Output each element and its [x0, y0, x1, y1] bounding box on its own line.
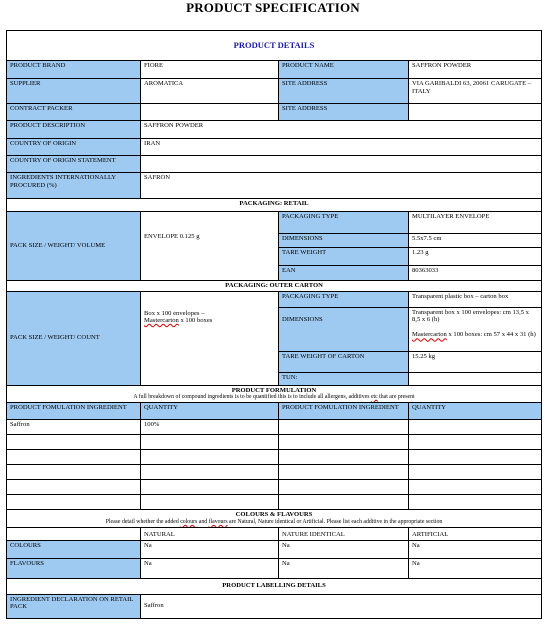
ingredient-declaration-label: INGREDIENT DECLARATION ON RETAIL PACK — [7, 594, 141, 618]
formulation-heading: PRODUCT FORMULATION — [231, 386, 317, 394]
table-row — [7, 450, 542, 465]
formulation-empty-cell — [279, 450, 409, 465]
mastercarton-word: Mastercarton — [144, 317, 179, 325]
formulation-col-ingredient-1: PRODUCT FOMULATION INGREDIENT — [7, 403, 141, 420]
origin-statement-label: COUNTRY OF ORIGIN STATEMENT — [7, 156, 141, 173]
retail-dimensions-label: DIMENSIONS — [279, 234, 409, 248]
outer-dimensions-value — [409, 307, 542, 351]
formulation-empty-cell — [279, 465, 409, 480]
colours-heading: COLOURS & FLAVOURS — [235, 511, 313, 519]
formulation-col-ingredient-2: PRODUCT FOMULATION INGREDIENT — [279, 403, 409, 420]
retail-tare-weight-label: TARE WEIGHT — [279, 248, 409, 266]
colours-artificial-value: Na — [409, 540, 542, 558]
flavours-artificial-value: Na — [409, 558, 542, 578]
colours-natural-value: Na — [141, 540, 279, 558]
formulation-empty-cell — [141, 495, 279, 510]
formulation-empty-cell — [141, 480, 279, 495]
formulation-note-etc: etc — [370, 394, 378, 401]
formulation-note-text-a: A full breakdown of compound ingredients is to be quantified this is to include all allergens, additives — [133, 394, 371, 401]
retail-pack-size-label: PACK SIZE / WEIGHT/ VOLUME — [7, 212, 141, 281]
document-title: PRODUCT SPECIFICATION — [186, 0, 360, 15]
contract-packer-value — [141, 104, 279, 121]
formulation-empty-cell — [409, 480, 542, 495]
retail-packaging-type-value: MULTILAYER ENVELOPE — [409, 212, 542, 234]
contract-packer-label: CONTRACT PACKER — [7, 104, 141, 121]
natural-header: NATURAL — [141, 527, 279, 540]
country-of-origin-value: IRAN — [141, 139, 542, 156]
formulation-empty-cell — [409, 435, 542, 450]
outer-pack-size-label: PACK SIZE / WEIGHT/ COUNT — [7, 291, 141, 385]
site-address-label: SITE ADDRESS — [279, 79, 409, 104]
colours-label: COLOURS — [7, 540, 141, 558]
product-name-value: SAFFRON POWDER — [409, 61, 542, 79]
site-address-value: VIA GARIBALDI 63, 20061 CARUGATE – ITALY — [409, 79, 542, 104]
formulation-empty-cell — [7, 465, 141, 480]
formulation-empty-cell — [409, 420, 542, 435]
nature-identical-header: NATURE IDENTICAL — [279, 527, 409, 540]
formulation-empty-cell — [7, 435, 141, 450]
ingredients-procured-value: SAFRON — [141, 173, 542, 199]
outer-dimensions-label: DIMENSIONS — [279, 307, 409, 351]
outer-tare-weight-value: 15.25 kg — [409, 351, 542, 372]
outer-dimensions-line-1: Transparent box x 100 envelopes: cm 13,5 x 8,5 x 6 (h) — [412, 308, 529, 324]
formulation-empty-cell — [279, 480, 409, 495]
formulation-empty-cell — [279, 420, 409, 435]
formulation-quantity-cell: 100% — [141, 420, 279, 435]
outer-pack-line-1: Box x 100 envelopes – — [144, 309, 205, 317]
flavours-label: FLAVOURS — [7, 558, 141, 578]
formulation-ingredient-cell: Saffron — [7, 420, 141, 435]
outer-tun-value — [409, 372, 542, 385]
flavours-natural-value: Na — [141, 558, 279, 578]
specification-table — [6, 30, 542, 619]
flavours-identical-value: Na — [279, 558, 409, 578]
colours-note-text-a: Please detail whether the added — [105, 518, 181, 525]
outer-tare-weight-label: TARE WEIGHT OF CARTON — [279, 351, 409, 372]
outer-tun-label: TUN: — [279, 372, 409, 385]
table-row — [7, 495, 542, 510]
retail-packaging-type-label: PACKAGING TYPE — [279, 212, 409, 234]
formulation-note — [10, 394, 538, 401]
retail-ean-value: 80363033 — [409, 266, 542, 281]
retail-ean-label: EAN — [279, 266, 409, 281]
colours-note-text-b: are Natural, Nature identical or Artificial. Please list each additive in the appropriate section — [227, 518, 443, 525]
colours-corner-cell — [7, 527, 141, 540]
ingredients-procured-label: INGREDIENTS INTERNATIONALLY PROCURED (%) — [7, 173, 141, 199]
outer-dimensions-line-2: x 100 boxes: cm 57 x 44 x 31 (h) — [446, 331, 536, 339]
ingredient-declaration-value: Saffron — [141, 594, 542, 618]
formulation-col-quantity-2: QUANTITY — [409, 403, 542, 420]
outer-pack-line-2: x 100 boxes — [178, 317, 213, 325]
product-description-label: PRODUCT DESCRIPTION — [7, 121, 141, 139]
formulation-empty-cell — [279, 435, 409, 450]
artificial-header: ARTIFICIAL — [409, 527, 542, 540]
formulation-empty-cell — [409, 450, 542, 465]
formulation-empty-cell — [409, 465, 542, 480]
outer-packaging-type-label: PACKAGING TYPE — [279, 291, 409, 307]
section-product-formulation — [7, 385, 542, 403]
retail-tare-weight-value: 1.23 g — [409, 248, 542, 266]
retail-dimensions-value: 5.5x7.5 cm — [409, 234, 542, 248]
product-description-value: SAFFRON POWDER — [141, 121, 542, 139]
supplier-label: SUPPLIER — [7, 79, 141, 104]
mastercarton-word-2: Mastercarton — [412, 331, 447, 339]
section-packaging-retail: PACKAGING: RETAIL — [7, 199, 542, 212]
product-name-label: PRODUCT NAME — [279, 61, 409, 79]
outer-pack-size-value — [141, 291, 279, 385]
country-of-origin-label: COUNTRY OF ORIGIN — [7, 139, 141, 156]
table-row — [7, 480, 542, 495]
supplier-value: AROMATICA — [141, 79, 279, 104]
formulation-empty-cell — [7, 450, 141, 465]
section-colours-flavours — [7, 510, 542, 528]
site-address-2-label: SITE ADDRESS — [279, 104, 409, 121]
table-row — [7, 465, 542, 480]
section-packaging-outer-carton: PACKAGING: OUTER CARTON — [7, 281, 542, 292]
colours-note-and: and — [197, 518, 209, 525]
product-brand-value: FIORE — [141, 61, 279, 79]
outer-packaging-type-value: Transparent plastic box – carton box — [409, 291, 542, 307]
section-product-details: PRODUCT DETAILS — [7, 31, 542, 61]
origin-statement-value — [141, 156, 542, 173]
formulation-empty-cell — [7, 480, 141, 495]
colours-identical-value: Na — [279, 540, 409, 558]
formulation-col-quantity-1: QUANTITY — [141, 403, 279, 420]
section-product-labelling: PRODUCT LABELLING DETAILS — [7, 578, 542, 594]
formulation-empty-cell — [7, 495, 141, 510]
formulation-empty-cell — [141, 450, 279, 465]
product-brand-label: PRODUCT BRAND — [7, 61, 141, 79]
colours-note — [10, 519, 538, 526]
formulation-note-text-b: that are present — [377, 394, 415, 401]
colours-note-flavours: flavours — [208, 518, 228, 525]
table-row — [7, 435, 542, 450]
formulation-empty-cell — [141, 435, 279, 450]
formulation-empty-cell — [409, 495, 542, 510]
formulation-empty-cell — [279, 495, 409, 510]
colours-note-colours: colours — [180, 518, 198, 525]
site-address-2-value — [409, 104, 542, 121]
formulation-empty-cell — [141, 465, 279, 480]
retail-pack-size-value: ENVELOPE 0.125 g — [141, 212, 279, 281]
table-row — [7, 420, 542, 435]
